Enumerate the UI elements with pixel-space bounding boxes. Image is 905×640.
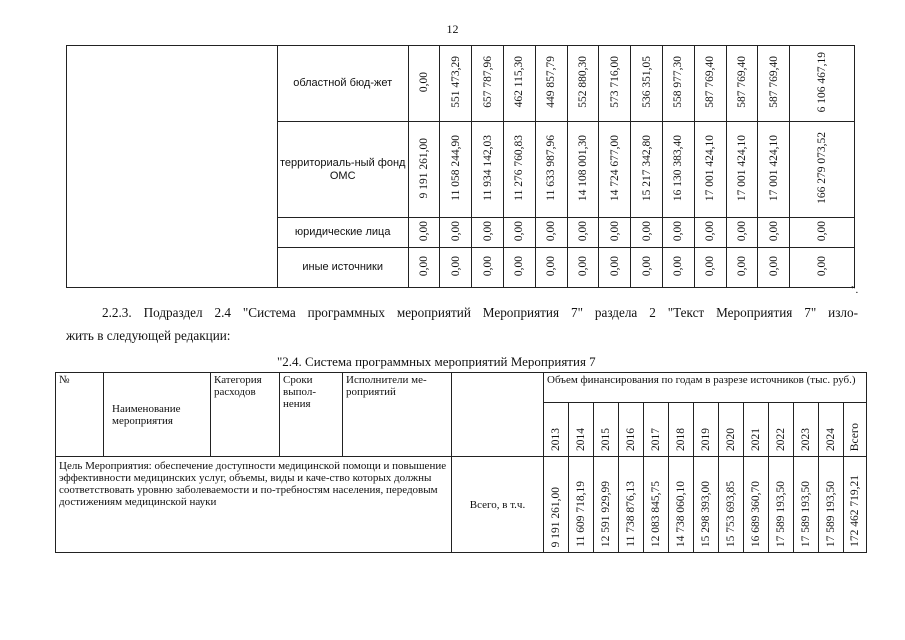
source-label: юридические лица [277, 218, 408, 248]
value-text: 0,00 [449, 255, 462, 277]
section-title: "2.4. Система программных мероприятий Мероприятия 7 [277, 354, 596, 369]
value-text: 0,00 [816, 220, 829, 242]
value-cell [694, 218, 726, 248]
value-cell [758, 46, 790, 122]
closing-quote: ". [851, 284, 859, 296]
program-activities-table [55, 372, 867, 553]
value-text: 0,00 [513, 255, 526, 277]
value-text: 11 934 142,03 [481, 135, 494, 201]
value-text: 657 787,96 [481, 56, 494, 108]
value-text: 17 001 424,10 [767, 134, 780, 202]
value-text: 558 977,30 [672, 56, 685, 108]
paragraph-line-2: жить в следующей редакции: [66, 328, 231, 343]
year-header [819, 403, 844, 457]
value-cell [790, 122, 855, 218]
total-value-cell [794, 457, 819, 553]
header-name: Наименование мероприятия [104, 373, 211, 457]
value-text: 17 001 424,10 [735, 134, 748, 202]
value-cell [503, 122, 535, 218]
value-cell [408, 218, 440, 248]
year-header [669, 403, 694, 457]
value-cell [758, 248, 790, 288]
value-cell [726, 46, 758, 122]
value-cell [535, 218, 567, 248]
year-label: 2022 [775, 428, 787, 451]
value-cell [567, 122, 599, 218]
total-value: 17 589 193,50 [775, 480, 787, 547]
value-cell [662, 248, 694, 288]
value-text: 0,00 [449, 220, 462, 242]
year-label: 2013 [550, 428, 562, 451]
year-label: 2024 [825, 428, 837, 451]
total-value: 12 083 845,75 [650, 480, 662, 547]
value-text: 0,00 [767, 255, 780, 277]
year-label: 2023 [800, 428, 812, 451]
value-cell [535, 122, 567, 218]
year-header [694, 403, 719, 457]
value-text: 0,00 [704, 220, 717, 242]
total-value-cell [569, 457, 594, 553]
value-text: 0,00 [816, 255, 829, 277]
total-value-cell [769, 457, 794, 553]
value-text: 0,00 [608, 220, 621, 242]
value-text: 6 106 467,19 [816, 51, 829, 113]
header-num: № [56, 373, 104, 457]
year-label: 2021 [750, 428, 762, 451]
year-label: Всего [849, 422, 862, 451]
value-text: 17 001 424,10 [704, 134, 717, 202]
value-cell [758, 218, 790, 248]
total-value-cell [619, 457, 644, 553]
value-cell [790, 218, 855, 248]
total-value-cell [719, 457, 744, 553]
total-value: 172 462 719,21 [849, 475, 862, 547]
value-text: 0,00 [576, 220, 589, 242]
total-value: 17 589 193,50 [825, 480, 837, 547]
value-cell [567, 218, 599, 248]
source-label: областной бюд-жет [277, 46, 408, 122]
value-cell [631, 248, 663, 288]
year-header [619, 403, 644, 457]
value-cell [503, 46, 535, 122]
value-text: 11 276 760,83 [513, 135, 526, 201]
value-text: 0,00 [640, 220, 653, 242]
source-label: иные источники [277, 248, 408, 288]
financing-table-continued [66, 45, 855, 288]
source-label: территориаль-ный фонд ОМС [277, 122, 408, 218]
value-cell [631, 46, 663, 122]
value-cell [790, 248, 855, 288]
total-value: 16 689 360,70 [750, 480, 762, 547]
value-text: 0,00 [608, 255, 621, 277]
total-label: Всего, в т.ч. [452, 457, 544, 553]
value-text: 0,00 [735, 220, 748, 242]
value-text: 0,00 [640, 255, 653, 277]
value-cell [472, 218, 504, 248]
value-cell [599, 122, 631, 218]
total-value: 15 298 393,00 [700, 480, 712, 547]
value-cell [503, 248, 535, 288]
total-value-cell [544, 457, 569, 553]
value-cell [694, 122, 726, 218]
year-header [844, 403, 867, 457]
value-text: 587 769,40 [767, 56, 780, 108]
value-text: 0,00 [417, 255, 430, 277]
value-text: 9 191 261,00 [417, 137, 430, 199]
value-cell [758, 122, 790, 218]
value-cell [440, 46, 472, 122]
value-text: 462 115,30 [513, 56, 526, 108]
value-text: 0,00 [481, 220, 494, 242]
value-text: 587 769,40 [704, 56, 717, 108]
year-header [744, 403, 769, 457]
total-value: 14 738 060,10 [675, 480, 687, 547]
total-value-cell [644, 457, 669, 553]
total-value-cell [694, 457, 719, 553]
value-text: 552 880,30 [576, 56, 589, 108]
value-cell [408, 46, 440, 122]
value-cell [662, 122, 694, 218]
total-value: 11 609 718,19 [575, 481, 587, 547]
total-value-cell [669, 457, 694, 553]
year-label: 2018 [675, 428, 687, 451]
value-cell [440, 248, 472, 288]
value-text: 0,00 [545, 255, 558, 277]
value-cell [599, 46, 631, 122]
year-header [569, 403, 594, 457]
header-category: Категория расходов [211, 373, 280, 457]
header-financing: Объем финансирования по годам в разрезе источников (тыс. руб.) [544, 373, 867, 403]
total-value: 15 753 693,85 [725, 480, 737, 547]
total-value-cell [819, 457, 844, 553]
value-cell [662, 218, 694, 248]
value-cell [408, 248, 440, 288]
year-label: 2015 [600, 428, 612, 451]
total-value: 11 738 876,13 [625, 481, 637, 547]
value-text: 166 279 073,52 [816, 132, 829, 204]
total-value-cell [844, 457, 867, 553]
value-cell [440, 218, 472, 248]
year-label: 2020 [725, 428, 737, 451]
value-cell [503, 218, 535, 248]
value-cell [408, 122, 440, 218]
paragraph-line-1: 2.2.3. Подраздел 2.4 "Система программных мероприятий Мероприятия 7" раздела 2 "Текст Мероприятия 7" изло- [102, 305, 858, 320]
year-header [544, 403, 569, 457]
value-text: 11 058 244,90 [449, 135, 462, 201]
value-cell [726, 122, 758, 218]
value-cell [472, 122, 504, 218]
year-label: 2016 [625, 428, 637, 451]
value-cell [790, 46, 855, 122]
value-cell [694, 248, 726, 288]
header-empty [452, 373, 544, 457]
value-text: 0,00 [704, 255, 717, 277]
value-text: 14 724 677,00 [608, 134, 621, 202]
value-text: 587 769,40 [735, 56, 748, 108]
value-cell [440, 122, 472, 218]
value-text: 14 108 001,30 [576, 134, 589, 202]
total-value: 17 589 193,50 [800, 480, 812, 547]
year-label: 2017 [650, 428, 662, 451]
value-text: 449 857,79 [545, 56, 558, 108]
value-text: 0,00 [417, 71, 430, 93]
total-value: 9 191 261,00 [550, 486, 562, 547]
value-cell [631, 218, 663, 248]
value-cell [726, 248, 758, 288]
value-text: 0,00 [481, 255, 494, 277]
year-header [794, 403, 819, 457]
header-terms: Сроки выпол-нения [280, 373, 343, 457]
value-text: 0,00 [767, 220, 780, 242]
value-text: 0,00 [735, 255, 748, 277]
value-text: 573 716,00 [608, 56, 621, 108]
table-row [67, 46, 855, 122]
value-text: 551 473,29 [449, 56, 462, 108]
page-number: 12 [446, 22, 459, 36]
value-text: 0,00 [545, 220, 558, 242]
value-cell [694, 46, 726, 122]
year-header [769, 403, 794, 457]
goal-text: Цель Мероприятия: обеспечение доступности медицинской помощи и повышение эффективности медицинских услуг, объемы, виды и каче-ство которых должны соответствовать уровню заболеваемости и по-требностям населения, передовым достижениям медицинской науки [56, 457, 452, 553]
value-cell [599, 218, 631, 248]
value-text: 0,00 [513, 220, 526, 242]
total-value-cell [744, 457, 769, 553]
value-cell [567, 248, 599, 288]
value-text: 0,00 [672, 220, 685, 242]
header-executors: Исполнители ме-роприятий [343, 373, 452, 457]
value-text: 0,00 [417, 220, 430, 242]
value-cell [599, 248, 631, 288]
value-cell [472, 248, 504, 288]
value-text: 15 217 342,80 [640, 134, 653, 202]
value-cell [662, 46, 694, 122]
year-header [719, 403, 744, 457]
value-cell [535, 46, 567, 122]
value-text: 0,00 [576, 255, 589, 277]
value-text: 16 130 383,40 [672, 134, 685, 202]
total-value-cell [594, 457, 619, 553]
year-header [644, 403, 669, 457]
value-cell [631, 122, 663, 218]
total-value: 12 591 929,99 [600, 480, 612, 547]
year-label: 2014 [575, 428, 587, 451]
value-text: 11 633 987,96 [545, 135, 558, 201]
empty-merged-cell [67, 46, 278, 288]
value-text: 536 351,05 [640, 56, 653, 108]
value-cell [726, 218, 758, 248]
value-cell [567, 46, 599, 122]
value-cell [535, 248, 567, 288]
value-text: 0,00 [672, 255, 685, 277]
year-label: 2019 [700, 428, 712, 451]
year-header [594, 403, 619, 457]
value-cell [472, 46, 504, 122]
